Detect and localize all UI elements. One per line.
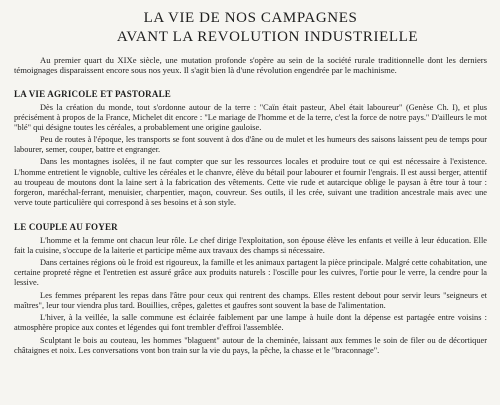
title-line-1: LA VIE DE NOS CAMPAGNES [143, 10, 358, 26]
section-heading: LA VIE AGRICOLE ET PASTORALE [14, 88, 171, 99]
intro-paragraph: Au premier quart du XIXe siècle, une mutation profonde s'opère au sein de la société rurale traditionnelle dont les derniers témoignages disparaissent encore sous nos yeux. Il s'agit bien là d'une révolution engendrée par le machinisme. [14, 55, 487, 76]
section-agricole [14, 89, 487, 208]
paragraph: L'hiver, à la veillée, la salle commune est éclairée faiblement par une lampe à huile dont la dépense est partagée entre voisins : atmosphère propice aux contes et légendes qui font trembler d'effroi l'assemblée. [14, 313, 487, 333]
paragraph: Sculptant le bois au couteau, les hommes "blaguent" autour de la cheminée, laissant aux femmes le soin de filer ou de décortiquer châtaignes et noix. Les conversations vont bon train sur la vie du pays, la pêche, la chasse et le "braconnage". [14, 335, 487, 355]
title-line-2: AVANT LA REVOLUTION INDUSTRIELLE [116, 29, 419, 45]
paragraph: Dans certaines régions où le froid est rigoureux, la famille et les animaux partagent la pièce principale. Malgré cette cohabitation, une certaine propreté règne et l'entretien est assuré grâce aux produits naturels : l'oscille pour les cuivres, l'ortie pour le verre, la cendre pour la lessive. [14, 258, 487, 288]
section-heading: LE COUPLE AU FOYER [14, 221, 118, 232]
paragraph: Dès la création du monde, tout s'ordonne autour de la terre : "Caïn était pasteur, Abel était laboureur" (Genèse Ch. I), et plus précisément à propos de la France, Michelet dit encore : "Le mariage de l'homme et de la terre, c'est la force de notre pays." D'ailleurs le mot "blé" qui désigne toutes les céréales, a probablement une origine gauloise. [14, 102, 487, 132]
paragraph: L'homme et la femme ont chacun leur rôle. Le chef dirige l'exploitation, son épouse élève les enfants et veille à leur éducation. Elle fait la cuisine, s'occupe de la laiterie et participe même aux travaux des champs si nécessaire. [14, 235, 487, 255]
paragraph: Peu de routes à l'époque, les transports se font souvent à dos d'âne ou de mulet et les humeurs des saisons laissent peu de temps pour labourer, semer, couper, battre et engranger. [14, 135, 487, 155]
section-couple [14, 222, 487, 356]
paragraph: Les femmes préparent les repas dans l'âtre pour ceux qui rentrent des champs. Elles restent debout pour servir leurs "seigneurs et maîtres", leur tour viendra plus tard. Bouillies, crêpes, galettes et gaufres sont souvent la base de l'alimentation. [14, 290, 487, 310]
page-title [14, 9, 487, 47]
paragraph: Dans les montagnes isolées, il ne faut compter que sur les ressources locales et produire tout ce qui est nécessaire à l'existence. L'homme entretient le vignoble, cultive les céréales et le chanvre, élève du bétail pour labourer et fournir l'engrais. Il est aussi berger, attentif au troupeau de moutons dont la laine sert à la fabrication des vêtements. Cette vie rude et autarcique oblige le paysan à être tour à tour : forgeron, maréchal-ferrant, menuisier, charpentier, maçon, couvreur. Ses outils, il les crée, suivant une tradition ancestrale mais avec une verve toute particulière qui correspond à ses besoins et à son style. [14, 157, 487, 207]
